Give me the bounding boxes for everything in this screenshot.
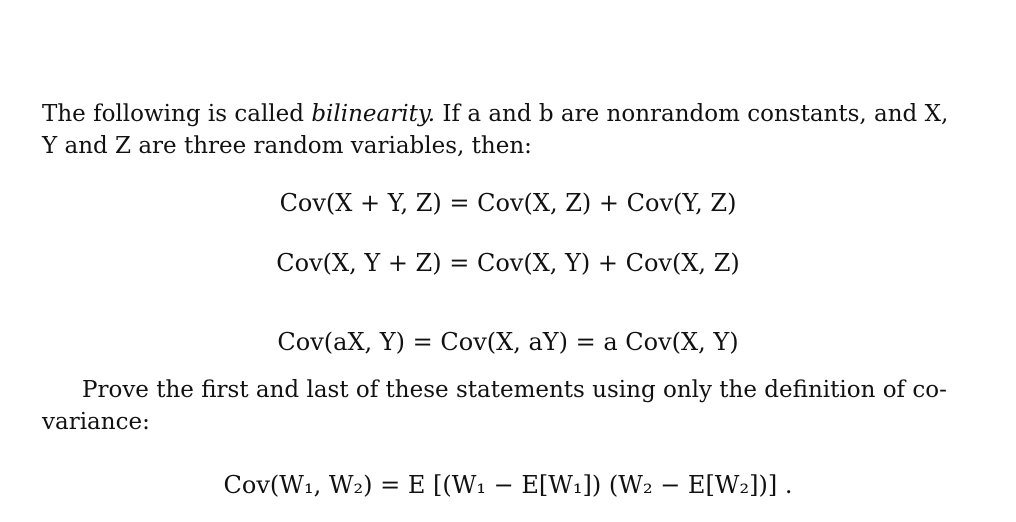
intro-text-end: If a and b are nonrandom constants, and X, [435,101,949,127]
instruction-line-1: Prove the first and last of these statements using only the definition of co- [82,377,947,403]
instruction-paragraph [42,374,972,438]
intro-line-2: Y and Z are three random variables, then: [42,133,532,159]
intro-line-1 [42,98,972,130]
intro-text-start: The following is called [42,101,312,127]
equation-3: Cov(aX, Y) = Cov(X, aY) = a Cov(X, Y) [277,328,739,356]
bilinearity-term: bilinearity. [311,101,436,127]
equation-1: Cov(X + Y, Z) = Cov(X, Z) + Cov(Y, Z) [279,189,737,217]
covariance-definition: Cov(W₁, W₂) = E [(W₁ − E[W₁]) (W₂ − E[W₂])] . [223,471,793,499]
intro-paragraph [42,98,972,162]
equation-2: Cov(X, Y + Z) = Cov(X, Y) + Cov(X, Z) [276,249,740,277]
instruction-line-2: variance: [42,409,150,435]
